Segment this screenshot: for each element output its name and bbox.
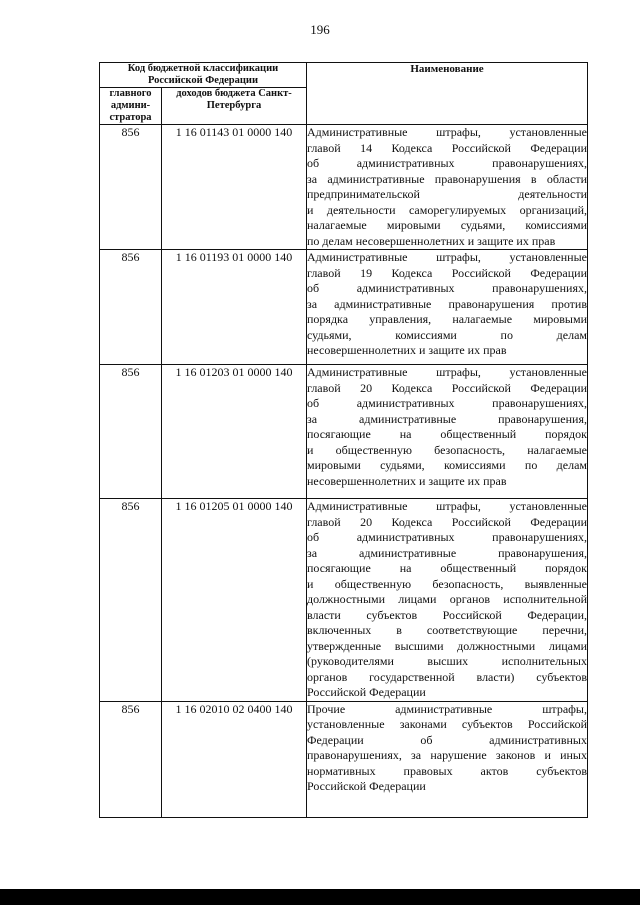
admin-code-cell: 856 [100,499,162,702]
income-code-cell: 1 16 01143 01 0000 140 [162,125,307,250]
description-cell [307,701,588,817]
description-cell [307,250,588,365]
table-row [100,701,588,817]
description-line: (руководителями высших исполнительных [307,654,587,668]
header-name: Наименование [307,63,588,125]
description-line: включенных в соответствующие перечни, [307,623,587,637]
description-line: об административных правонарушениях, [307,281,587,295]
table-body [100,125,588,818]
description-line: Федерации об административных [307,732,587,747]
header-income: доходов бюджета Санкт-Петербурга [162,88,307,125]
description-line: и общественную безопасность, выявленные [307,576,587,591]
description-line: посягающие на общественный порядок [307,561,587,575]
page-number: 196 [310,22,330,37]
header-group-title: Код бюджетной классификации Российской Федерации [100,63,307,88]
description-line: мировыми судьями, комиссиями по делам [307,458,587,472]
description-line: главой 20 Кодекса Российской Федерации [307,380,587,395]
description-line: Российской Федерации [307,685,426,699]
header-row-1 [100,63,588,88]
description-line: власти субъектов Российской Федерации, [307,607,587,622]
description-cell [307,125,588,250]
description-line: посягающие на общественный порядок [307,427,587,441]
description-line: за административные правонарушения против [307,296,587,311]
income-code-cell: 1 16 02010 02 0400 140 [162,701,307,817]
description-line: налагаемые мировыми судьями, комиссиями [307,218,587,232]
budget-classification-table [99,62,588,818]
description-line: порядка управления, налагаемые мировыми [307,312,587,326]
description-line: Административные штрафы, установленные [307,365,587,379]
description-line: об административных правонарушениях, [307,396,587,410]
description-line: главой 19 Кодекса Российской Федерации [307,265,587,280]
description-line: Административные штрафы, установленные [307,499,587,513]
description-line: главой 14 Кодекса Российской Федерации [307,140,587,155]
description-line: об административных правонарушениях, [307,156,587,170]
income-code-cell: 1 16 01203 01 0000 140 [162,365,307,499]
table-row [100,365,588,499]
description-line: Российской Федерации [307,779,426,793]
description-line: за административные правонарушения, [307,411,587,426]
admin-code-cell: 856 [100,125,162,250]
description-line: Административные штрафы, установленные [307,125,587,139]
description-line: Прочие административные штрафы, [307,701,587,716]
description-line: и деятельности саморегулируемых организаций, [307,202,587,217]
table-row [100,250,588,365]
description-line: органов государственной власти) субъектов [307,669,587,684]
scan-edge-bar [0,889,640,905]
description-line: нормативных правовых актов субъектов [307,763,587,778]
description-line: установленные законами субъектов Российской [307,717,587,731]
description-line: несовершеннолетних и защите их прав [307,343,507,357]
description-line: и общественную безопасность, налагаемые [307,442,587,457]
table-row [100,125,588,250]
table-row [100,499,588,702]
admin-code-cell: 856 [100,250,162,365]
header-admin: главного админи- стратора [100,88,162,125]
description-line: по делам несовершеннолетних и защите их прав [307,233,556,248]
description-line: главой 20 Кодекса Российской Федерации [307,514,587,529]
income-code-cell: 1 16 01193 01 0000 140 [162,250,307,365]
description-line: об административных правонарушениях, [307,530,587,544]
description-line: правонарушениях, за нарушение законов и иных [307,748,587,762]
description-line: должностными лицами органов исполнительной [307,592,587,606]
description-line: за административные правонарушения, [307,545,587,560]
description-line: несовершеннолетних и защите их прав [307,473,507,488]
admin-code-cell: 856 [100,365,162,499]
description-line: Административные штрафы, установленные [307,250,587,264]
description-line: предпринимательской деятельности [307,187,587,201]
description-line: утвержденные высшими должностными лицами [307,638,587,653]
description-line: судьями, комиссиями по делам [307,327,587,342]
admin-code-cell: 856 [100,701,162,817]
description-cell [307,499,588,702]
income-code-cell: 1 16 01205 01 0000 140 [162,499,307,702]
description-cell [307,365,588,499]
description-line: за административные правонарушения в области [307,171,587,186]
